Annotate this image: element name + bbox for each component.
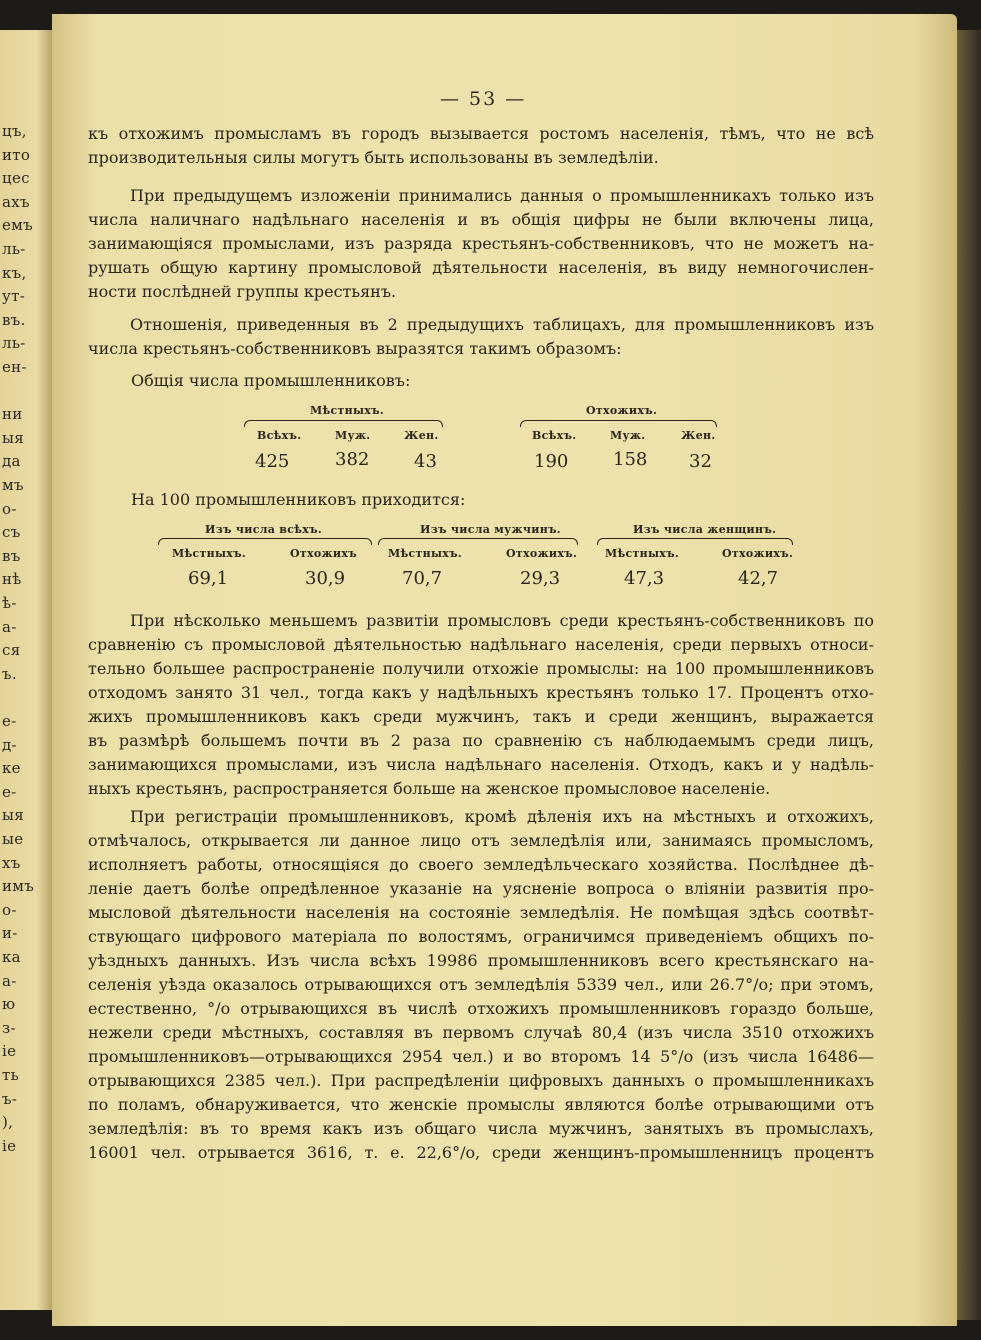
text-line: исполняетъ работы, относящіяся до своего земледѣльческаго хозяйства. Послѣднее дѣ-	[88, 855, 874, 874]
text-line: Отношенія, приведенныя въ 2 предыдущихъ таблицахъ, для промышленниковъ изъ	[130, 315, 874, 334]
margin-fragment: а-	[2, 971, 17, 990]
margin-fragment: о-	[2, 900, 17, 919]
table-value: 29,3	[520, 568, 561, 589]
page-edge	[957, 30, 981, 1320]
brace	[520, 420, 717, 427]
text-line: отходомъ занято 31 чел., тогда какъ у надѣльныхъ крестьянъ только 17. Процентъ отхо-	[88, 683, 874, 702]
group-header-local: Мѣстныхъ.	[310, 404, 385, 417]
text-line: земледѣлія: въ то время какъ изъ общаго числа мужчинъ, занятыхъ въ промыслахъ,	[88, 1119, 874, 1138]
table-heading: Общія числа промышленниковъ:	[131, 371, 411, 390]
margin-fragment: цъ,	[2, 122, 27, 140]
margin-fragment: д-	[2, 735, 17, 754]
margin-fragment: въ	[2, 546, 21, 565]
column-header: Отхожихъ	[290, 547, 357, 560]
column-header: Муж.	[335, 429, 371, 442]
column-header: Муж.	[610, 429, 646, 442]
margin-fragment: ъ-	[2, 1089, 18, 1108]
text-line: сравненію съ промысловой дѣятельностью надѣльнаго населенія, среди первыхъ относи-	[88, 635, 874, 654]
text-line: производительныя силы могутъ быть использованы въ земледѣліи.	[88, 148, 659, 167]
column-header: Всѣхъ.	[257, 429, 302, 442]
text-line: отмѣчалось, открывается ли данное лицо отъ земледѣлія или, занимаясь промысломъ,	[88, 831, 874, 850]
margin-fragment: іе	[2, 1136, 17, 1155]
margin-fragment: ть	[2, 1066, 20, 1084]
table-value: 43	[414, 451, 437, 472]
text-line: селенія уѣзда оказалось отрывающихся отъ земледѣлія 5339 чел., или 26.7°/о; при этомъ,	[88, 975, 874, 994]
group-header-away: Отхожихъ.	[586, 404, 658, 417]
group-header: Изъ числа мужчинъ.	[420, 523, 561, 536]
margin-fragment: да	[2, 452, 21, 471]
column-header: Жен.	[404, 429, 439, 442]
text-line: къ отхожимъ промысламъ въ городъ вызывается ростомъ населенія, тѣмъ, что не всѣ	[88, 124, 874, 143]
group-header: Изъ числа женщинъ.	[633, 523, 777, 536]
text-line: жихъ промышленниковъ какъ среди мужчинъ, такъ и среди женщинъ, выражается	[88, 707, 874, 726]
text-line: При нѣсколько меньшемъ развитіи промысловъ среди крестьянъ-собственниковъ по	[130, 611, 874, 630]
text-line: числа крестьянъ-собственниковъ выразятся такимъ образомъ:	[88, 339, 622, 358]
column-header: Жен.	[681, 429, 716, 442]
text-line: по поламъ, обнаруживается, что женскіе промыслы являются болѣе отрывающими отъ	[88, 1095, 874, 1114]
text-line: ныхъ крестьянъ, распространяется больше на женское промысловое населеніе.	[88, 779, 771, 798]
text-line: промышленниковъ—отрывающихся 2954 чел.) и во второмъ 14 5°/о (изъ числа 16486—	[88, 1047, 874, 1066]
column-header: Мѣстныхъ.	[172, 547, 247, 560]
margin-fragment: ыя	[2, 806, 25, 825]
margin-fragment: ке	[2, 759, 21, 778]
text-line: рушать общую картину промысловой дѣятельности населенія, въ виду немногочислен-	[88, 258, 874, 277]
margin-fragment: ю	[2, 995, 16, 1014]
margin-fragment: ито	[2, 145, 31, 164]
table-value: 190	[534, 451, 569, 472]
margin-fragment: а-	[2, 617, 17, 636]
margin-fragment: о-	[2, 499, 17, 518]
table-value: 70,7	[402, 568, 443, 589]
column-header: Мѣстныхъ.	[388, 547, 463, 560]
margin-fragment: къ,	[2, 263, 27, 282]
margin-fragment: ут-	[2, 287, 26, 306]
margin-fragment: въ.	[2, 310, 26, 329]
brace	[378, 538, 578, 545]
margin-fragment: з-	[2, 1018, 16, 1037]
group-header: Изъ числа всѣхъ.	[205, 523, 323, 536]
text-line: ности послѣдней группы крестьянъ.	[88, 282, 397, 301]
text-line: ствующаго цифрового матеріала по волостямъ, ограничимся приведеніемъ общихъ по-	[88, 927, 874, 946]
facing-page	[0, 30, 52, 1310]
text-line: занимающихся промыслами, изъ числа надѣльнаго населенія. Отходъ, какъ и у надѣль-	[88, 755, 874, 774]
text-line: естественно, °/о отрывающихся въ числѣ отхожихъ промышленниковъ гораздо больше,	[88, 999, 874, 1018]
table-value: 47,3	[624, 568, 665, 589]
margin-fragment: ка	[2, 948, 21, 966]
text-line: тельно большее распространеніе получили отхожіе промыслы: на 100 промышленниковъ	[88, 659, 874, 678]
margin-fragment: ),	[2, 1113, 14, 1132]
margin-fragment: ѣ-	[2, 594, 17, 612]
brace	[597, 538, 793, 545]
table-value: 425	[255, 451, 290, 472]
margin-fragment: іе	[2, 1042, 17, 1061]
margin-fragment: ые	[2, 830, 24, 848]
text-line: отрывающихся 2385 чел.). При распредѣленіи цифровыхъ данныхъ о промышленникахъ	[88, 1071, 874, 1090]
margin-fragment: емъ	[2, 216, 33, 235]
margin-fragment: ахъ	[2, 192, 30, 211]
margin-fragment: хъ	[2, 853, 21, 872]
text-line: леніе даетъ болѣе опредѣленное указаніе на уясненіе вопроса о вліяніи развитія про-	[88, 879, 874, 898]
brace	[158, 538, 372, 545]
margin-fragment: е-	[2, 712, 17, 730]
text-line: уѣздныхъ данныхъ. Изъ числа всѣхъ 19986 промышленниковъ всего крестьянскаго на-	[88, 951, 874, 970]
text-line: числа наличнаго надѣльнаго населенія и въ общія цифры не были включены лица,	[88, 210, 874, 229]
margin-fragment: съ	[2, 523, 21, 542]
text-line: нежели среди мѣстныхъ, составляя въ первомъ случаѣ 80,4 (изъ числа 3510 отхожихъ	[88, 1023, 874, 1042]
text-line: въ размѣрѣ большемъ почти въ 2 раза по сравненію съ наблюдаемымъ среди лицъ,	[88, 731, 874, 750]
text-line: При предыдущемъ изложеніи принимались данныя о промышленникахъ только изъ	[130, 186, 874, 205]
margin-fragment: ль-	[2, 334, 26, 353]
column-header: Мѣстныхъ.	[605, 547, 680, 560]
margin-fragment: ль-	[2, 240, 26, 258]
brace	[244, 420, 443, 427]
margin-fragment: мъ	[2, 476, 24, 494]
margin-fragment: имъ	[2, 877, 35, 896]
margin-fragment: ни	[2, 405, 23, 424]
margin-fragment: ыя	[2, 428, 25, 447]
margin-fragment: ен-	[2, 358, 27, 376]
text-line: 16001 чел. отрывается 3616, т. е. 22,6°/о, среди женщинъ-промышленницъ процентъ	[88, 1143, 874, 1162]
text-line: При регистраціи промышленниковъ, кромѣ дѣленія ихъ на мѣстныхъ и отхожихъ,	[130, 807, 874, 826]
margin-fragment: ъ.	[2, 664, 17, 683]
table-value: 158	[613, 449, 648, 470]
table-value: 42,7	[738, 568, 779, 589]
table-value: 32	[689, 451, 712, 472]
column-header: Отхожихъ.	[506, 547, 578, 560]
table-value: 382	[335, 449, 370, 470]
table-value: 30,9	[305, 568, 346, 589]
margin-fragment: нѣ	[2, 570, 22, 589]
column-header: Всѣхъ.	[532, 429, 577, 442]
margin-fragment: е-	[2, 782, 17, 801]
text-line: занимающіяся промыслами, изъ разряда крестьянъ-собственниковъ, что не можетъ на-	[88, 234, 874, 253]
column-header: Отхожихъ.	[722, 547, 794, 560]
table-heading: На 100 промышленниковъ приходится:	[131, 490, 466, 509]
page-number: — 53 —	[440, 88, 527, 110]
margin-fragment: ся	[2, 641, 21, 660]
text-line: мысловой дѣятельности населенія на состояніе земледѣлія. Не помѣщая здѣсь соотвѣт-	[88, 903, 874, 922]
margin-fragment: цес	[2, 169, 30, 188]
margin-fragment: и-	[2, 924, 18, 943]
table-value: 69,1	[188, 568, 229, 589]
